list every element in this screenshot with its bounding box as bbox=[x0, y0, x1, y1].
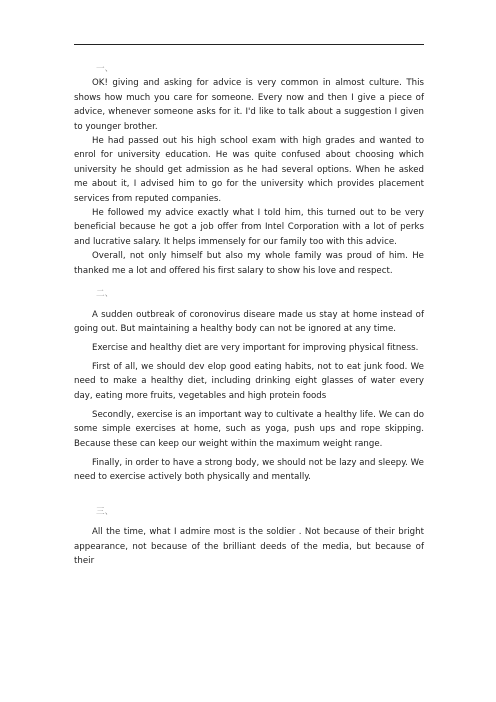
section-1 bbox=[74, 62, 424, 278]
section-heading: 一、 bbox=[96, 64, 114, 74]
section-3 bbox=[74, 505, 424, 569]
section-2 bbox=[74, 287, 424, 484]
paragraph: Finally, in order to have a strong body, we should not be lazy and sleepy. We need to exercise actively both physically and mentally. bbox=[74, 457, 424, 482]
paragraph: Overall, not only himself but also my whole family was proud of him. He thanked me a lot and offered his first salary to show his love and respect. bbox=[74, 251, 424, 276]
paragraph: All the time, what I admire most is the soldier . Not because of their bright appearance, not because of the brilliant deeds of the media, but because of their bbox=[74, 527, 424, 567]
paragraph: He followed my advice exactly what I told him, this turned out to be very beneficial because he got a job offer from Intel Corporation with a lot of perks and lucrative salary. It helps immensely for our family too with this advice. bbox=[74, 208, 424, 247]
paragraph: First of all, we should dev elop good eating habits, not to eat junk food. We need to make a healthy diet, including drinking eight glasses of water every day, eating more fruits, vegetables and high protein foods bbox=[74, 361, 424, 401]
section-heading: 二、 bbox=[96, 289, 114, 300]
paragraph: He had passed out his high school exam with high grades and wanted to enrol for university education. He was quite confused about choosing which university he should get admission as he had several options. When he asked me about it, I advised him to go for the university which provides placement services from reputed companies. bbox=[74, 136, 424, 204]
paragraph: OK! giving and asking for advice is very common in almost culture. This shows how much you care for someone. Every now and then I give a piece of advice, whenever someone asks for it. I'd like to talk about a suggestion I given to younger brother. bbox=[74, 78, 424, 132]
paragraph: Secondly, exercise is an important way to cultivate a healthy life. We can do some simple exercises at home, such as yoga, push ups and rope skipping. Because these can keep our weight within the maximum weight range. bbox=[74, 409, 424, 449]
header-rule bbox=[74, 44, 424, 45]
section-heading: 三、 bbox=[96, 506, 114, 517]
paragraph: Exercise and healthy diet are very important for improving physical fitness. bbox=[92, 342, 419, 353]
document-body bbox=[74, 62, 424, 569]
paragraph: A sudden outbreak of coronovirus diseare made us stay at home instead of going out. But maintaining a healthy body can not be ignored at any time. bbox=[74, 309, 424, 334]
